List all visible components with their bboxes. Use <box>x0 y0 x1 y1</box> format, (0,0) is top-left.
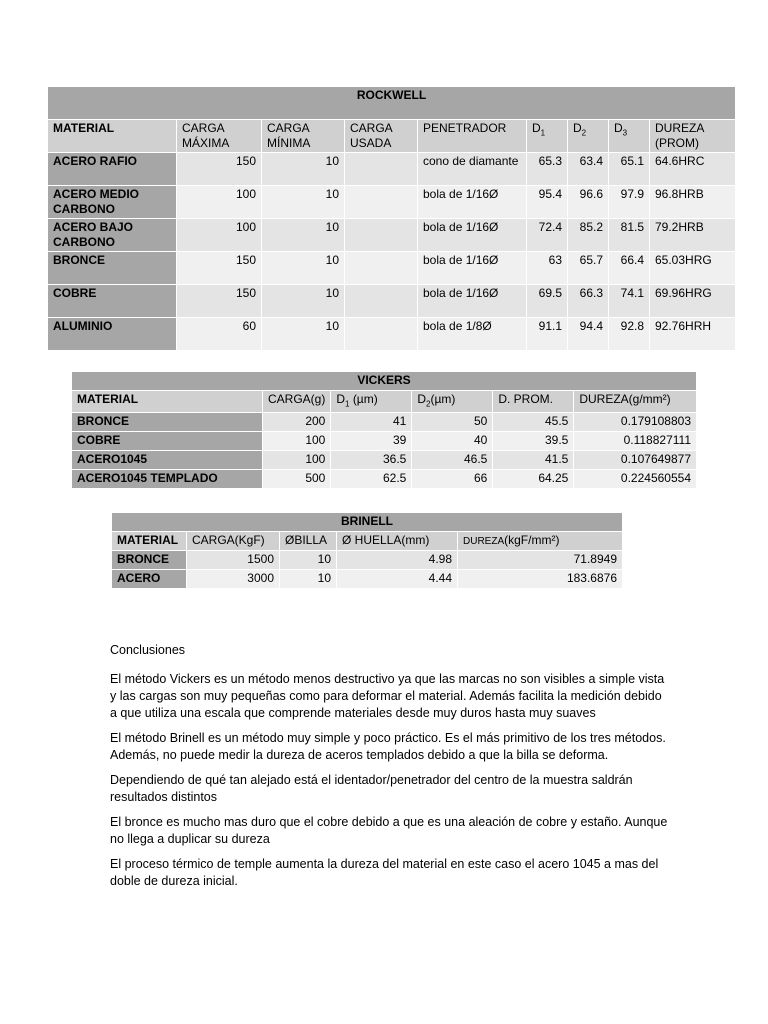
table-row <box>72 451 697 470</box>
rockwell-d1-cell: 63 <box>527 252 568 285</box>
rockwell-d1-cell: 91.1 <box>527 318 568 351</box>
vickers-header-material: MATERIAL <box>72 391 263 413</box>
rockwell-penetrador-cell: cono de diamante <box>418 153 527 186</box>
rockwell-header-carga-max: CARGA MÁXIMA <box>177 120 262 153</box>
table-row <box>48 186 736 219</box>
table-row <box>48 153 736 186</box>
vickers-header-row <box>72 391 697 413</box>
table-row <box>48 252 736 285</box>
rockwell-material-cell: ACERO BAJO CARBONO <box>48 219 177 252</box>
table-row <box>48 285 736 318</box>
vickers-material-cell: ACERO1045 TEMPLADO <box>72 470 263 489</box>
rockwell-carga-usada-cell <box>345 186 418 219</box>
rockwell-carga-usada-cell <box>345 252 418 285</box>
rockwell-penetrador-cell: bola de 1/16Ø <box>418 252 527 285</box>
rockwell-material-cell: BRONCE <box>48 252 177 285</box>
rockwell-d3-cell: 97.9 <box>609 186 650 219</box>
rockwell-d2-cell: 94.4 <box>568 318 609 351</box>
rockwell-carga-min-cell: 10 <box>262 186 345 219</box>
rockwell-header-d3: $D_3$ <box>609 120 650 153</box>
rockwell-header-carga-usada: CARGA USADA <box>345 120 418 153</box>
rockwell-penetrador-cell: bola de 1/16Ø <box>418 285 527 318</box>
rockwell-carga-usada-cell <box>345 318 418 351</box>
brinell-huella-cell: 4.98 <box>337 551 458 570</box>
vickers-dureza-cell: 0.107649877 <box>574 451 697 470</box>
rockwell-carga-max-cell: 60 <box>177 318 262 351</box>
table-row <box>72 470 697 489</box>
rockwell-carga-max-cell: 150 <box>177 252 262 285</box>
brinell-header-row <box>112 532 623 551</box>
brinell-dureza-cell: 71.8949 <box>458 551 623 570</box>
rockwell-dureza-cell: 65.03HRG <box>650 252 736 285</box>
conclusion-paragraph-5: El proceso térmico de temple aumenta la dureza del material en este caso el acero 1045 a mas del doble de dureza inicial. <box>110 857 659 888</box>
rockwell-d1-cell: 95.4 <box>527 186 568 219</box>
rockwell-d3-cell: 92.8 <box>609 318 650 351</box>
rockwell-carga-usada-cell <box>345 285 418 318</box>
brinell-material-cell: BRONCE <box>112 551 187 570</box>
rockwell-header-dureza: DUREZA (PROM) <box>650 120 736 153</box>
rockwell-carga-usada-cell <box>345 153 418 186</box>
brinell-billa-cell: 10 <box>280 570 337 589</box>
rockwell-d3-cell: 81.5 <box>609 219 650 252</box>
rockwell-carga-max-cell: 100 <box>177 219 262 252</box>
brinell-title: BRINELL <box>112 513 623 532</box>
vickers-carga-cell: 200 <box>263 413 331 432</box>
vickers-carga-cell: 100 <box>263 451 331 470</box>
table-row <box>48 219 736 252</box>
vickers-header-d2: $D_2(\mu m)$ <box>412 391 493 413</box>
conclusions-title: Conclusiones <box>110 643 186 657</box>
vickers-header-carga: CARGA(g) <box>263 391 331 413</box>
rockwell-carga-max-cell: 150 <box>177 153 262 186</box>
vickers-d1-cell: 39 <box>331 432 412 451</box>
vickers-header-d1: $D_1$ (µm) <box>331 391 412 413</box>
rockwell-material-cell: ACERO MEDIO CARBONO <box>48 186 177 219</box>
conclusion-paragraph-1: El método Vickers es un método menos destructivo ya que las marcas no son visibles a simple vista y las cargas son muy pequeñas como para deformar el material. Además facilita la medición debido a que utiliza una escala que comprende materiales desde muy duros hasta muy suaves <box>110 672 665 720</box>
brinell-header-carga: CARGA(KgF) <box>187 532 280 551</box>
vickers-dprom-cell: 39.5 <box>493 432 574 451</box>
vickers-title-row <box>72 372 697 391</box>
rockwell-penetrador-cell: bola de 1/16Ø <box>418 219 527 252</box>
rockwell-dureza-cell: 92.76HRH <box>650 318 736 351</box>
brinell-dureza-cell: 183.6876 <box>458 570 623 589</box>
rockwell-dureza-cell: 69.96HRG <box>650 285 736 318</box>
rockwell-carga-min-cell: 10 <box>262 153 345 186</box>
brinell-header-material: MATERIAL <box>112 532 187 551</box>
rockwell-d1-cell: 69.5 <box>527 285 568 318</box>
rockwell-table <box>47 86 736 351</box>
rockwell-d2-cell: 85.2 <box>568 219 609 252</box>
vickers-carga-cell: 100 <box>263 432 331 451</box>
rockwell-header-carga-min: CARGA MÍNIMA <box>262 120 345 153</box>
conclusions-section <box>110 642 670 898</box>
vickers-header-dprom: D. PROM. <box>493 391 574 413</box>
rockwell-d2-cell: 63.4 <box>568 153 609 186</box>
rockwell-material-cell: ACERO RAFIO <box>48 153 177 186</box>
brinell-carga-cell: 3000 <box>187 570 280 589</box>
brinell-header-huella: Ø HUELLA(mm) <box>337 532 458 551</box>
rockwell-carga-min-cell: 10 <box>262 252 345 285</box>
rockwell-penetrador-cell: bola de 1/8Ø <box>418 318 527 351</box>
vickers-d2-cell: 66 <box>412 470 493 489</box>
table-row <box>112 551 623 570</box>
rockwell-d2-cell: 96.6 <box>568 186 609 219</box>
vickers-title: VICKERS <box>72 372 697 391</box>
table-row <box>72 413 697 432</box>
rockwell-d3-cell: 65.1 <box>609 153 650 186</box>
rockwell-header-d1: $D_1$ <box>527 120 568 153</box>
vickers-header-dureza: DUREZA(g/mm²) <box>574 391 697 413</box>
rockwell-penetrador-cell: bola de 1/16Ø <box>418 186 527 219</box>
rockwell-header-d2: $D_2$ <box>568 120 609 153</box>
vickers-dureza-cell: 0.179108803 <box>574 413 697 432</box>
brinell-huella-cell: 4.44 <box>337 570 458 589</box>
rockwell-header-penetrador: PENETRADOR <box>418 120 527 153</box>
vickers-d1-cell: 41 <box>331 413 412 432</box>
brinell-billa-cell: 10 <box>280 551 337 570</box>
vickers-d2-cell: 46.5 <box>412 451 493 470</box>
brinell-header-dureza: DUREZA(kgF/mm²) <box>458 532 623 551</box>
brinell-carga-cell: 1500 <box>187 551 280 570</box>
table-row <box>48 318 736 351</box>
vickers-dprom-cell: 64.25 <box>493 470 574 489</box>
vickers-d2-cell: 50 <box>412 413 493 432</box>
rockwell-carga-min-cell: 10 <box>262 318 345 351</box>
conclusion-paragraph-4: El bronce es mucho mas duro que el cobre debido a que es una aleación de cobre y estaño. Aunque no llega a duplicar su dureza <box>110 815 668 846</box>
vickers-material-cell: COBRE <box>72 432 263 451</box>
rockwell-d1-cell: 65.3 <box>527 153 568 186</box>
rockwell-carga-min-cell: 10 <box>262 219 345 252</box>
vickers-d1-cell: 36.5 <box>331 451 412 470</box>
rockwell-dureza-cell: 79.2HRB <box>650 219 736 252</box>
vickers-dprom-cell: 41.5 <box>493 451 574 470</box>
rockwell-d2-cell: 66.3 <box>568 285 609 318</box>
rockwell-d1-cell: 72.4 <box>527 219 568 252</box>
vickers-d1-cell: 62.5 <box>331 470 412 489</box>
rockwell-title: ROCKWELL <box>48 87 736 120</box>
rockwell-carga-max-cell: 150 <box>177 285 262 318</box>
table-row <box>112 570 623 589</box>
vickers-dureza-cell: 0.224560554 <box>574 470 697 489</box>
table-row <box>72 432 697 451</box>
rockwell-dureza-cell: 96.8HRB <box>650 186 736 219</box>
rockwell-carga-max-cell: 100 <box>177 186 262 219</box>
rockwell-d3-cell: 66.4 <box>609 252 650 285</box>
rockwell-carga-min-cell: 10 <box>262 285 345 318</box>
rockwell-carga-usada-cell <box>345 219 418 252</box>
rockwell-d3-cell: 74.1 <box>609 285 650 318</box>
brinell-table <box>111 512 623 589</box>
vickers-carga-cell: 500 <box>263 470 331 489</box>
rockwell-material-cell: COBRE <box>48 285 177 318</box>
conclusion-paragraph-2: El método Brinell es un método muy simple y poco práctico. Es el más primitivo de los tres métodos. Además, no puede medir la dureza de aceros templados debido a que la billa se deforma. <box>110 731 666 762</box>
vickers-d2-cell: 40 <box>412 432 493 451</box>
rockwell-d2-cell: 65.7 <box>568 252 609 285</box>
rockwell-header-material: MATERIAL <box>48 120 177 153</box>
vickers-dprom-cell: 45.5 <box>493 413 574 432</box>
brinell-material-cell: ACERO <box>112 570 187 589</box>
vickers-table <box>71 371 697 489</box>
rockwell-dureza-cell: 64.6HRC <box>650 153 736 186</box>
vickers-material-cell: BRONCE <box>72 413 263 432</box>
vickers-material-cell: ACERO1045 <box>72 451 263 470</box>
brinell-title-row <box>112 513 623 532</box>
rockwell-header-row <box>48 120 736 153</box>
conclusion-paragraph-3: Dependiendo de qué tan alejado está el identador/penetrador del centro de la muestra saldrán resultados distintos <box>110 773 633 804</box>
rockwell-material-cell: ALUMINIO <box>48 318 177 351</box>
rockwell-title-row <box>48 87 736 120</box>
brinell-header-billa: ØBILLA <box>280 532 337 551</box>
vickers-dureza-cell: 0.118827111 <box>574 432 697 451</box>
